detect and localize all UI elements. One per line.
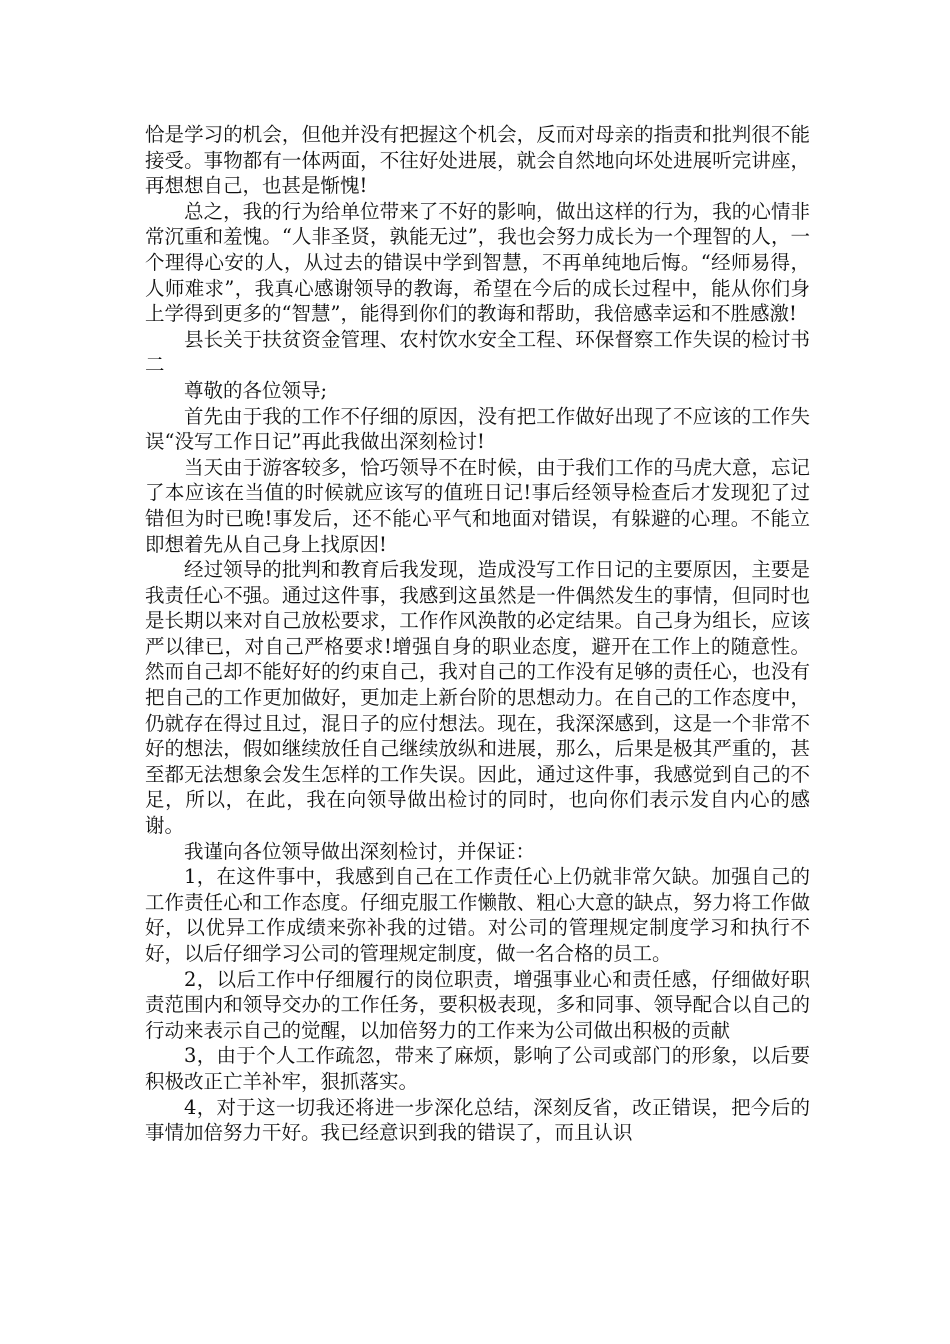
document-body [145, 122, 810, 1146]
paragraph: 3，由于个人工作疏忽，带来了麻烦，影响了公司或部门的形象，以后要积极改正亡羊补牢，狠抓落实。 [145, 1044, 810, 1093]
paragraph: 总之，我的行为给单位带来了不好的影响，做出这样的行为，我的心情非常沉重和羞愧。“人非圣贤，孰能无过”，我也会努力成长为一个理智的人，一个理得心安的人，从过去的错误中学到智慧，不再单纯地后悔。“经师易得，人师难求”，我真心感谢领导的教诲，希望在今后的成长过程中，能从你们身上学得到更多的“智慧”，能得到你们的教诲和帮助，我倍感幸运和不胜感激! [145, 199, 810, 326]
paragraph: 我谨向各位领导做出深刻检讨，并保证： [184, 839, 536, 863]
paragraph: 当天由于游客较多，恰巧领导不在时候，由于我们工作的马虎大意，忘记了本应该在当值的时候就应该写的值班日记!事后经领导检查后才发现犯了过错但为时已晚!事发后，还不能心平气和地面对错误，有躲避的心理。不能立即想着先从自己身上找原因! [145, 455, 810, 556]
paragraph: 恰是学习的机会，但他并没有把握这个机会，反而对母亲的指责和批判很不能接受。事物都有一体两面，不往好处进展，就会自然地向坏处进展听完讲座，再想想自己，也甚是惭愧! [145, 123, 810, 198]
paragraph: 尊敬的各位领导; [184, 378, 328, 402]
paragraph: 经过领导的批判和教育后我发现，造成没写工作日记的主要原因，主要是我责任心不强。通过这件事，我感到这虽然是一件偶然发生的事情，但同时也是长期以来对自己放松要求，工作作风涣散的必定结果。自己身为组长，应该严以律已，对自己严格要求!增强自身的职业态度，避开在工作上的随意性。然而自己却不能好好的约束自己，我对自己的工作没有足够的责任心，也没有把自己的工作更加做好，更加走上新台阶的思想动力。在自己的工作态度中，仍就存在得过且过，混日子的应付想法。现在，我深深感到，这是一个非常不好的想法，假如继续放任自己继续放纵和进展，那么，后果是极其严重的，甚至都无法想象会发生怎样的工作失误。因此，通过这件事，我感觉到自己的不足，所以，在此，我在向领导做出检讨的同时，也向你们表示发自内心的感谢。 [145, 558, 810, 838]
paragraph: 1，在这件事中，我感到自己在工作责任心上仍就非常欠缺。加强自己的工作责任心和工作态度。仔细克服工作懒散、粗心大意的缺点，努力将工作做好，以优异工作成绩来弥补我的过错。对公司的管理规定制度学习和执行不好，以后仔细学习公司的管理规定制度，做一名合格的员工。 [145, 865, 810, 965]
paragraph: 4，对于这一切我还将进一步深化总结，深刻反省，改正错误，把今后的事情加倍努力干好。我已经意识到我的错误了，而且认识 [145, 1095, 810, 1145]
paragraph: 首先由于我的工作不仔细的原因，没有把工作做好出现了不应该的工作失误“没写工作日记”再此我做出深刻检讨! [145, 404, 810, 454]
paragraph: 2，以后工作中仔细履行的岗位职责，增强事业心和责任感，仔细做好职责范围内和领导交办的工作任务，要积极表现，多和同事、领导配合以自己的行动来表示自己的觉醒，以加倍努力的工作来为公司做出积极的贡献 [145, 967, 810, 1042]
paragraph: 县长关于扶贫资金管理、农村饮水安全工程、环保督察工作失误的检讨书二 [145, 327, 810, 377]
